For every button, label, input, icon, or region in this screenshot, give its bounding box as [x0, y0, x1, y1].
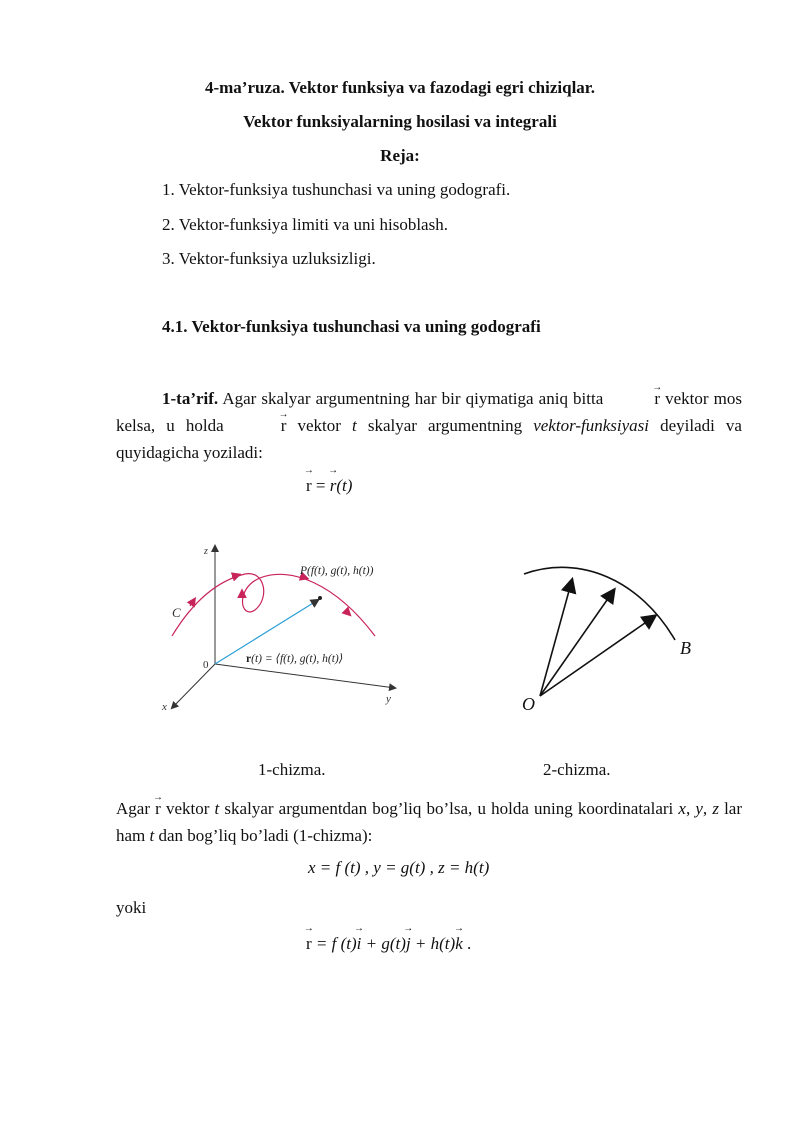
x-axis: [172, 664, 215, 708]
definition-text: vektor mos kelsa, u holda: [116, 389, 742, 435]
vector-r-symbol: → r: [608, 385, 660, 412]
variable-x: x: [678, 799, 686, 818]
paragraph-text: Agar: [116, 799, 156, 818]
point-b-label: B: [680, 638, 691, 658]
vector-r-symbol: → r: [306, 476, 312, 496]
paragraph-text: dan bog’liq bo’ladi (1-chizma):: [154, 826, 373, 845]
page-title: 4-ma’ruza. Vektor funksiya va fazodagi egri chiziqlar.: [204, 78, 596, 97]
vector-2: [540, 590, 614, 696]
unit-vector-k: → k: [455, 934, 463, 954]
plan-item-3: 3. Vektor-funksiya uzluksizligi.: [162, 249, 376, 268]
plan-item-2: 2. Vektor-funksiya limiti va uni hisoblash.: [162, 215, 448, 234]
caption-figure-2: 2-chizma.: [543, 760, 611, 779]
plan-heading: Reja:: [380, 146, 420, 165]
vector-r-symbol: → r: [155, 795, 161, 822]
definition-text: deyiladi va quyidagicha yoziladi:: [116, 416, 742, 462]
point-p: [318, 596, 322, 600]
vector-r-symbol: → r: [235, 412, 287, 439]
variable-y: y: [695, 799, 703, 818]
coordinates-paragraph: Agar → r vektor t skalyar argumentdan bog’liq bo’lsa, u holda uning koordinatalari x, y, z lar ham t dan bog’liq bo’ladi (1-chizma):: [116, 795, 742, 849]
arc-hodograph: [524, 567, 675, 640]
unit-vector-i: → i: [357, 934, 362, 954]
x-axis-label: x: [162, 701, 167, 713]
definition-term: vektor-funksiyasi: [533, 416, 649, 435]
vector-1: [540, 580, 572, 696]
formula-end: .: [462, 934, 472, 953]
curve-label: C: [172, 605, 181, 620]
yoki-word: yoki: [116, 898, 147, 917]
formula-vector-function: [306, 476, 352, 496]
vector-r-symbol: → r: [306, 934, 312, 954]
unit-vector-j: → j: [406, 934, 411, 954]
curve-c: [172, 574, 375, 636]
equals-sign: =: [311, 476, 330, 495]
vector-equation-label: r(t) = ⟨f(t), g(t), h(t)⟩: [246, 653, 344, 665]
vector-r-symbol: → r: [330, 476, 337, 496]
paragraph-text: skalyar argumentdan bog’liq bo’lsa, u holda uning koordinatalari: [219, 799, 679, 818]
variable-z: z: [712, 799, 719, 818]
plan-item-1: 1. Vektor-funksiya tushunchasi va uning godografi.: [162, 180, 511, 199]
point-o-label: O: [522, 694, 535, 714]
variable-t: t: [149, 826, 155, 845]
origin-label: 0: [203, 659, 209, 671]
y-axis: [215, 664, 395, 688]
paragraph-text: lar ham: [116, 799, 743, 845]
formula-part: = f (t): [311, 934, 357, 953]
variable-t: t: [214, 799, 220, 818]
formula-part: + g(t): [361, 934, 406, 953]
page-subtitle: Vektor funksiyalarning hosilasi va integrali: [243, 112, 557, 131]
argument-t: (t): [336, 476, 353, 495]
definition-text: Agar skalyar argumentning har bir qiymatiga aniq bitta: [218, 389, 609, 408]
y-axis-label: y: [386, 693, 391, 705]
z-axis-label: z: [204, 546, 208, 557]
figure-1-space-curve: [150, 538, 420, 718]
caption-figure-1: 1-chizma.: [258, 760, 326, 779]
vector-3: [540, 616, 655, 696]
definition-text: skalyar argumentning: [356, 416, 534, 435]
figure-2-vector-hodograph: [510, 562, 710, 717]
definition-paragraph: [116, 385, 742, 466]
formula-part: + h(t): [410, 934, 456, 953]
variable-t: t: [352, 416, 357, 435]
point-p-label: P(f(t), g(t), h(t)): [300, 565, 374, 577]
formula-coordinates: x = f (t) , y = g(t) , z = h(t): [308, 858, 490, 877]
paragraph-text: vektor: [160, 799, 215, 818]
definition-text: vektor: [286, 416, 352, 435]
definition-label: 1-ta’rif.: [162, 389, 219, 408]
formula-vector-components: [306, 934, 471, 954]
section-heading: 4.1. Vektor-funksiya tushunchasi va uning godografi: [162, 317, 541, 336]
